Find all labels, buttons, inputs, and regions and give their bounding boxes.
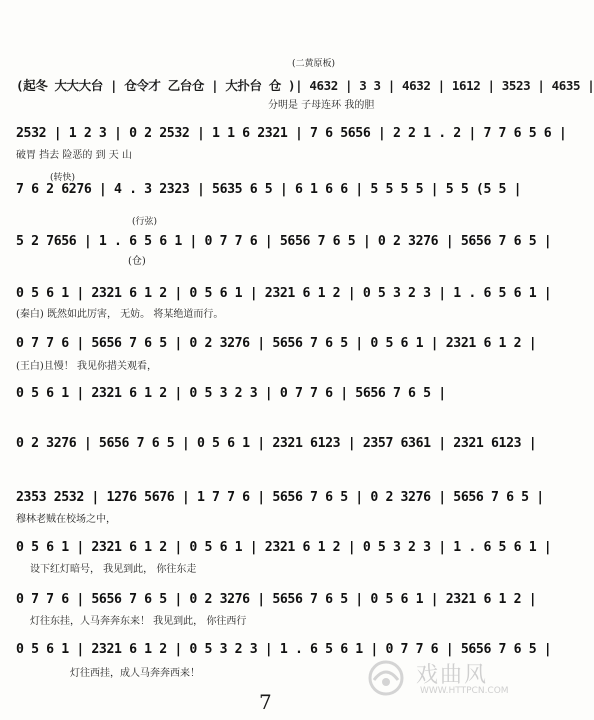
tempo-mark: (行弦)	[132, 217, 158, 227]
lyric-line: (仓)	[128, 256, 146, 267]
notation-line: 7 6 2 6276 | 4 . 3 2323 | 5635 6 5 | 6 1 6 6 | 5 5 5 5 | 5 5 (5 5 |	[16, 182, 522, 197]
notation-line: 0 5 6 1 | 2321 6 1 2 | 0 5 3 2 3 | 0 7 7 6 | 5656 7 6 5 |	[16, 386, 446, 401]
notation-line: 5 2 7656 | 1 . 6 5 6 1 | 0 7 7 6 | 5656 7 6 5 | 0 2 3276 | 5656 7 6 5 |	[16, 234, 552, 249]
notation-line: 0 5 6 1 | 2321 6 1 2 | 0 5 6 1 | 2321 6 1 2 | 0 5 3 2 3 | 1 . 6 5 6 1 |	[16, 286, 552, 301]
lyric-line: (秦白) 既然如此厉害， 无妨。 将某绝道而行。	[16, 309, 224, 320]
lyric-line: 穆林老贼在校场之中，	[16, 514, 116, 525]
page-number: 7	[259, 690, 272, 714]
notation-line: 0 2 3276 | 5656 7 6 5 | 0 5 6 1 | 2321 6123 | 2357 6361 | 2321 6123 |	[16, 436, 537, 451]
tempo-mark: (转快)	[50, 173, 76, 183]
header-line	[16, 76, 594, 94]
notation-line: 0 5 6 1 | 2321 6 1 2 | 0 5 6 1 | 2321 6 1 2 | 0 5 3 2 3 | 1 . 6 5 6 1 |	[16, 540, 552, 555]
lyric-line: (王白)且慢！ 我见你措关观看，	[16, 361, 157, 372]
notation-line: 0 7 7 6 | 5656 7 6 5 | 0 2 3276 | 5656 7 6 5 | 0 5 6 1 | 2321 6 1 2 |	[16, 336, 537, 351]
lyric-line: 设下红灯暗号， 我见到此， 你往东走	[30, 564, 197, 575]
header-lyric: 分明是 子母连环 我的胆	[268, 100, 375, 111]
notation-line: 2532 | 1 2 3 | 0 2 2532 | 1 1 6 2321 | 7 6 5656 | 2 2 1 . 2 | 7 7 6 5 6 |	[16, 126, 567, 141]
lyric-line: 破胃 挡去 险恶的 到 天 山	[16, 150, 132, 161]
section-label: (二黄原板)	[292, 59, 336, 69]
watermark-logo-icon	[364, 658, 410, 698]
lyric-line: 灯往西挂，成人马奔奔西来！	[70, 668, 200, 679]
notation-line: 2353 2532 | 1276 5676 | 1 7 7 6 | 5656 7 6 5 | 0 2 3276 | 5656 7 6 5 |	[16, 490, 544, 505]
notation-line: 0 5 6 1 | 2321 6 1 2 | 0 5 3 2 3 | 1 . 6 5 6 1 | 0 7 7 6 | 5656 7 6 5 |	[16, 642, 552, 657]
header-notes: 4632 | 3 3 | 4632 | 1612 | 3523 | 4635 |	[309, 78, 594, 93]
watermark-text: 戏曲风	[416, 663, 489, 688]
watermark-url: WWW.HTTPCN.COM	[420, 686, 509, 696]
lyric-line: 灯往东挂，人马奔奔东来！ 我见到此， 你往西行	[30, 616, 247, 627]
percussion-prelude: (起冬 大大大台 | 仓令才 乙台仓 | 大扑台 仓 )|	[16, 78, 303, 93]
notation-line: 0 7 7 6 | 5656 7 6 5 | 0 2 3276 | 5656 7 6 5 | 0 5 6 1 | 2321 6 1 2 |	[16, 592, 537, 607]
watermark	[364, 658, 532, 700]
